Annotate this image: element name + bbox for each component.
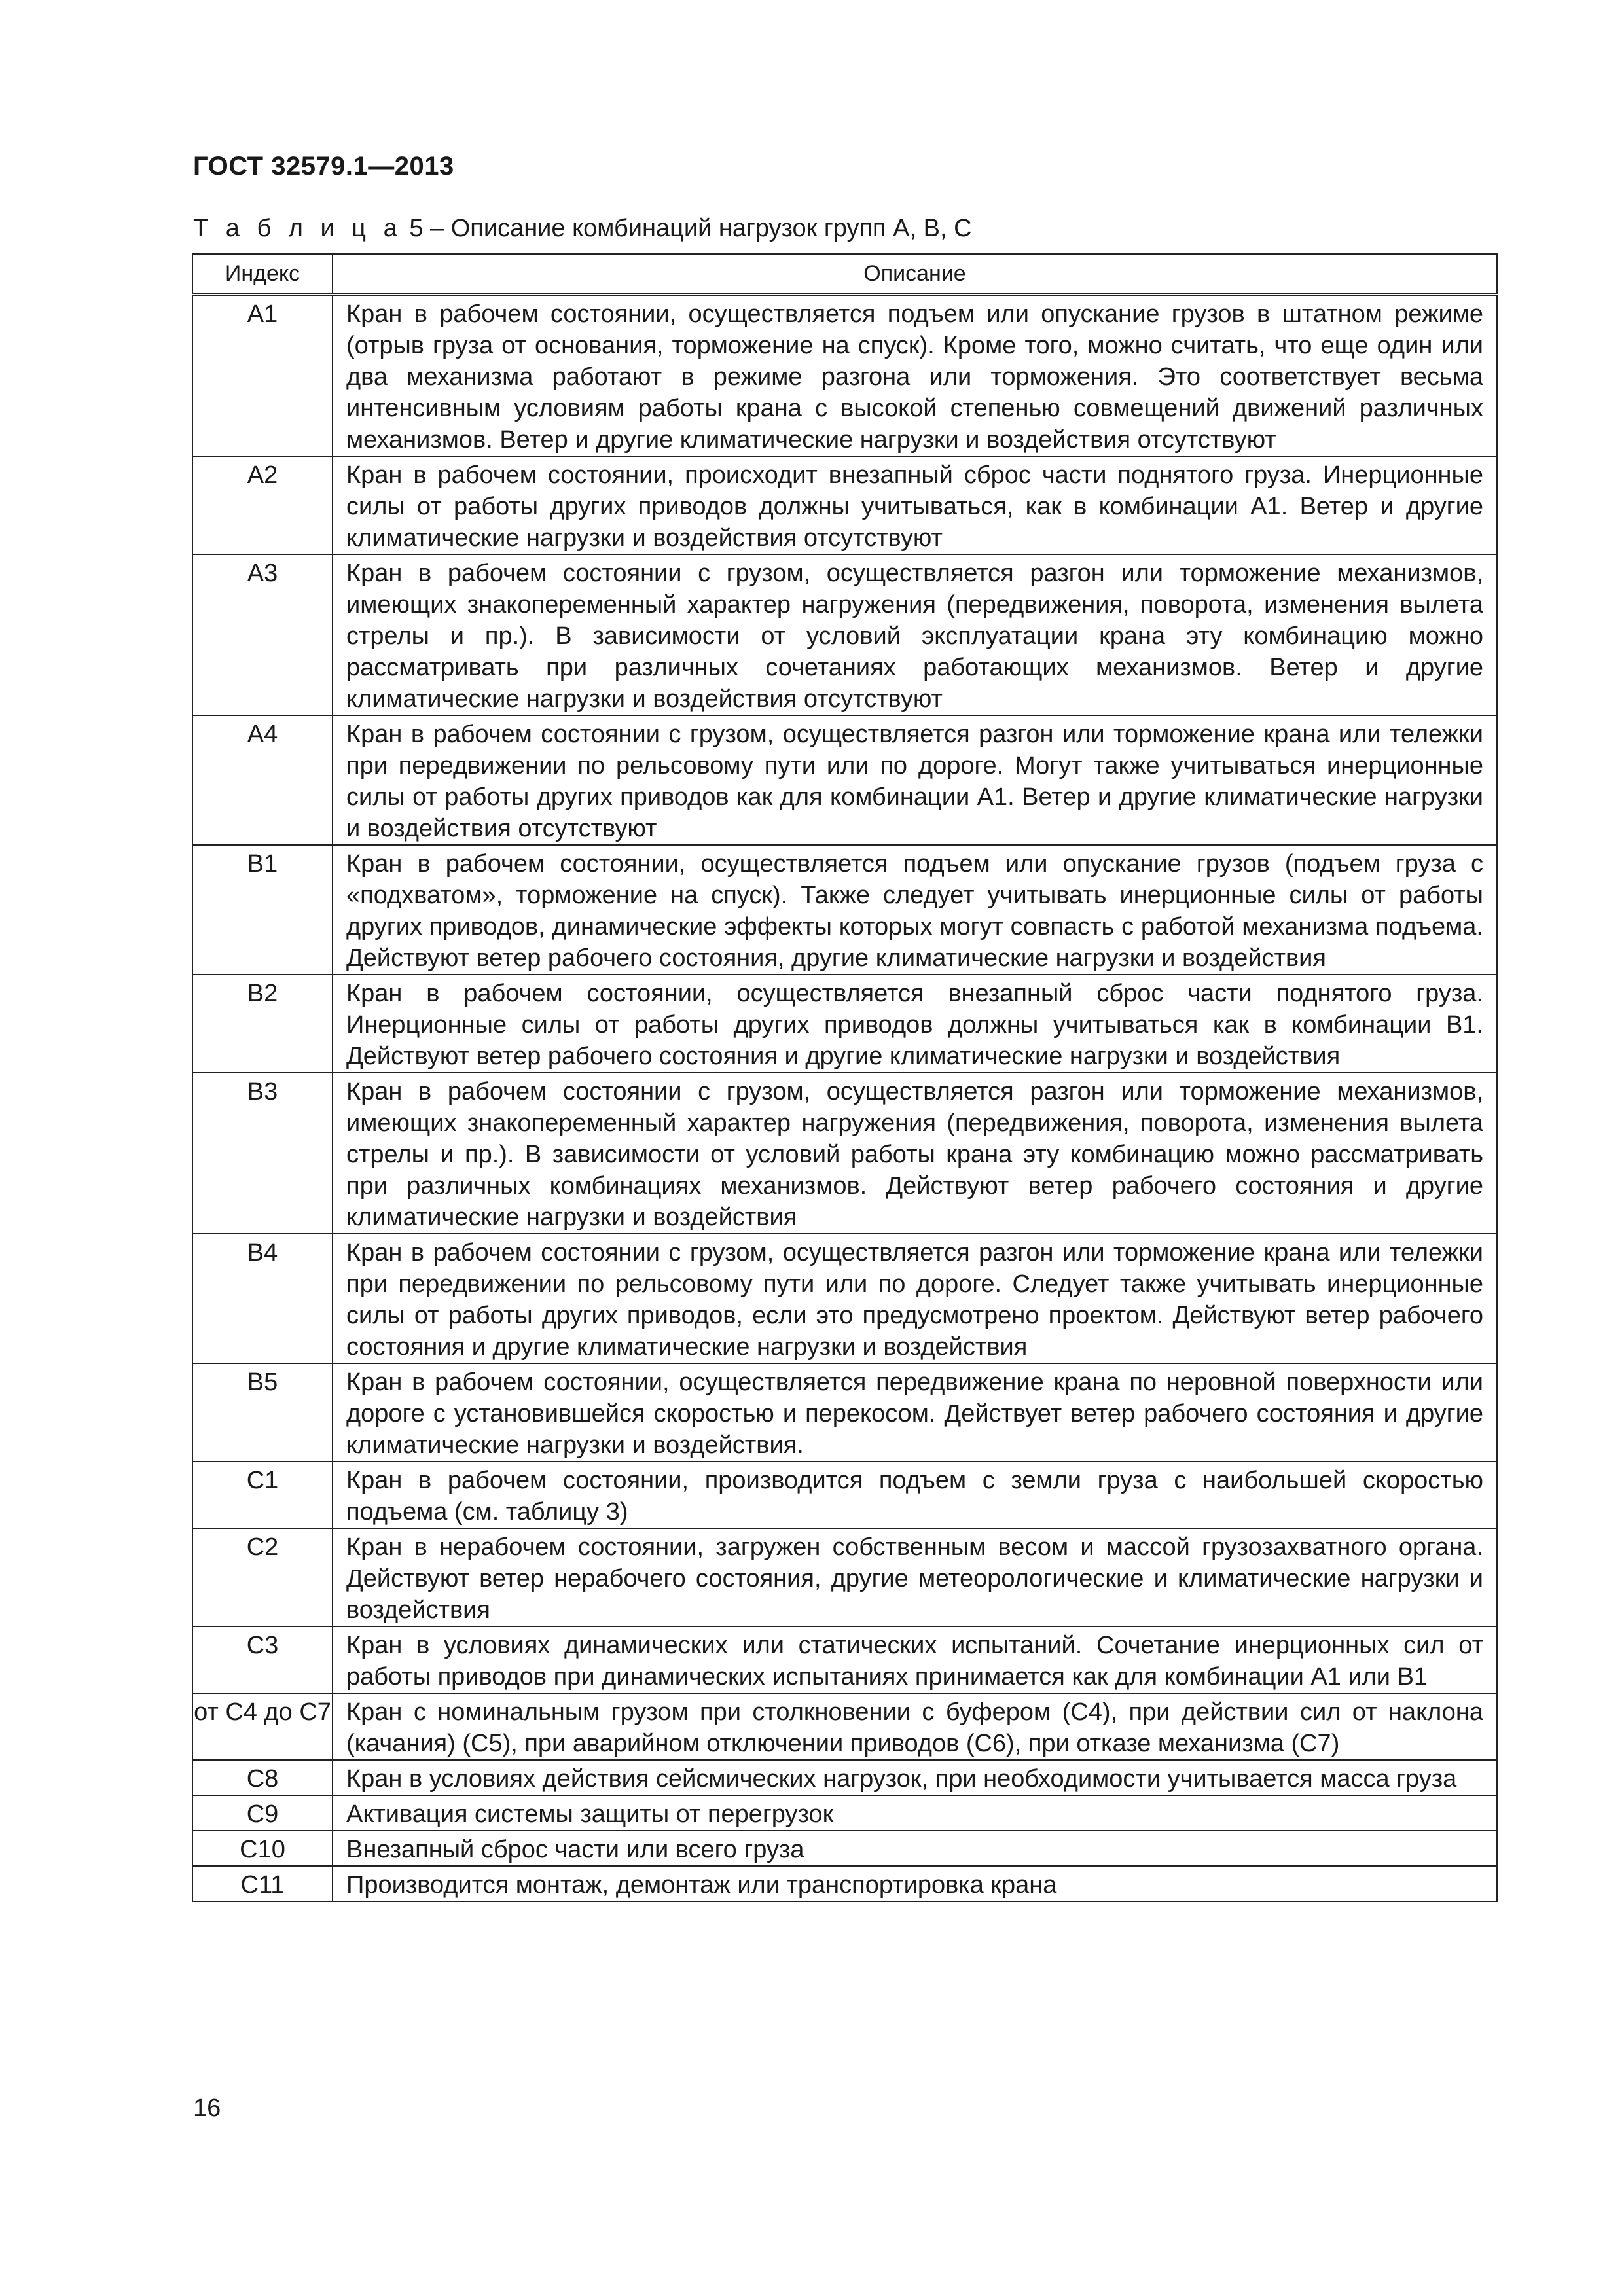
- row-index: В4: [192, 1234, 333, 1363]
- load-combinations-table: [192, 253, 1498, 1902]
- table-row: [192, 975, 1497, 1073]
- row-index: С1: [192, 1462, 333, 1528]
- table-row: [192, 1462, 1497, 1528]
- row-description: Кран в рабочем состоянии, осуществляется подъем или опускание грузов в штатном режиме (отрыв груза от основания, торможение на спуск). Кроме того, можно считать, что еще один или два механизма работают в режиме разгона или торможения. Это соответствует весьма интенсивным условиям работы крана с высокой степенью совмещений движений различных механизмов. Ветер и другие климатические нагрузки и воздействия отсутствуют: [333, 295, 1497, 457]
- row-index: А4: [192, 715, 333, 845]
- row-index: С8: [192, 1760, 333, 1795]
- row-description: Кран в рабочем состоянии, осуществляется передвижение крана по неровной поверхности или дороге с установившейся скоростью и перекосом. Действует ветер рабочего состояния и другие климатические нагрузки и воздействия.: [333, 1363, 1497, 1462]
- row-index: С2: [192, 1528, 333, 1626]
- row-description: Кран в рабочем состоянии, производится подъем с земли груза с наибольшей скоростью подъема (см. таблицу 3): [333, 1462, 1497, 1528]
- table-row: [192, 1795, 1497, 1831]
- row-index: В2: [192, 975, 333, 1073]
- row-index: С10: [192, 1831, 333, 1866]
- row-description: Кран в нерабочем состоянии, загружен собственным весом и массой грузозахватного органа. Действуют ветер нерабочего состояния, другие метеорологические и климатические нагрузки и воздействия: [333, 1528, 1497, 1626]
- row-index: А3: [192, 554, 333, 715]
- table-row: [192, 1760, 1497, 1795]
- row-description: Кран в условиях действия сейсмических нагрузок, при необходимости учитывается масса груза: [333, 1760, 1497, 1795]
- table-row: [192, 1693, 1497, 1760]
- table-row: [192, 1528, 1497, 1626]
- table-row: [192, 845, 1497, 975]
- row-description: Кран в рабочем состоянии с грузом, осуществляется разгон или торможение крана или тележки при передвижении по рельсовому пути или по дороге. Могут также учитываться инерционные силы от работы других приводов как для комбинации А1. Ветер и другие климатические нагрузки и воздействия отсутствуют: [333, 715, 1497, 845]
- table-caption: [193, 215, 972, 243]
- row-description: Кран в рабочем состоянии с грузом, осуществляется разгон или торможение механизмов, имеющих знакопеременный характер нагружения (передвижения, поворота, изменения вылета стрелы и пр.). В зависимости от условий эксплуатации крана эту комбинацию можно рассматривать при различных сочетаниях работающих механизмов. Ветер и другие климатические нагрузки и воздействия отсутствуют: [333, 554, 1497, 715]
- row-description: Внезапный сброс части или всего груза: [333, 1831, 1497, 1866]
- row-description: Активация системы защиты от перегрузок: [333, 1795, 1497, 1831]
- row-index: В3: [192, 1073, 333, 1234]
- row-description: Кран в рабочем состоянии, осуществляется внезапный сброс части поднятого груза. Инерционные силы от работы других приводов должны учитываться как в комбинации В1. Действуют ветер рабочего состояния и другие климатические нагрузки и воздействия: [333, 975, 1497, 1073]
- table-row: [192, 295, 1497, 457]
- row-index: В5: [192, 1363, 333, 1462]
- table-caption-prefix: Т а б л и ц а: [193, 215, 403, 242]
- table-row: [192, 1363, 1497, 1462]
- table-row: [192, 1831, 1497, 1866]
- row-description: Производится монтаж, демонтаж или транспортировка крана: [333, 1866, 1497, 1901]
- row-description: Кран в рабочем состоянии с грузом, осуществляется разгон или торможение механизмов, имеющих знакопеременный характер нагружения (передвижения, поворота, изменения вылета стрелы и пр.). В зависимости от условий работы крана эту комбинацию можно рассматривать при различных комбинациях механизмов. Действуют ветер рабочего состояния и другие климатические нагрузки и воздействия: [333, 1073, 1497, 1234]
- row-index: С11: [192, 1866, 333, 1901]
- page-number: 16: [193, 2094, 221, 2122]
- column-header-description: Описание: [333, 254, 1497, 295]
- table-body: [192, 295, 1497, 1902]
- row-index: А1: [192, 295, 333, 457]
- table-row: [192, 1626, 1497, 1693]
- row-index: А2: [192, 456, 333, 554]
- table-caption-text: 5 – Описание комбинаций нагрузок групп А, В, С: [402, 215, 972, 242]
- table-row: [192, 1866, 1497, 1901]
- row-description: Кран в условиях динамических или статических испытаний. Сочетание инерционных сил от работы приводов при динамических испытаниях принимается как для комбинации А1 или В1: [333, 1626, 1497, 1693]
- row-index: В1: [192, 845, 333, 975]
- table-header-row: [192, 254, 1497, 295]
- row-index: С9: [192, 1795, 333, 1831]
- row-description: Кран в рабочем состоянии с грузом, осуществляется разгон или торможение крана или тележки при передвижении по рельсовому пути или по дороге. Следует также учитывать инерционные силы от работы других приводов, если это предусмотрено проектом. Действуют ветер рабочего состояния и другие климатические нагрузки и воздействия: [333, 1234, 1497, 1363]
- column-header-index: Индекс: [192, 254, 333, 295]
- table-row: [192, 456, 1497, 554]
- table-row: [192, 554, 1497, 715]
- row-index: от С4 до С7: [192, 1693, 333, 1760]
- table-row: [192, 1234, 1497, 1363]
- row-index: С3: [192, 1626, 333, 1693]
- table-row: [192, 1073, 1497, 1234]
- row-description: Кран в рабочем состоянии, происходит внезапный сброс части поднятого груза. Инерционные силы от работы других приводов должны учитываться, как в комбинации А1. Ветер и другие климатические нагрузки и воздействия отсутствуют: [333, 456, 1497, 554]
- table-row: [192, 715, 1497, 845]
- row-description: Кран в рабочем состоянии, осуществляется подъем или опускание грузов (подъем груза с «подхватом», торможение на спуск). Также следует учитывать инерционные силы от работы других приводов, динамические эффекты которых могут совпасть с работой механизма подъема. Действуют ветер рабочего состояния, другие климатические нагрузки и воздействия: [333, 845, 1497, 975]
- row-description: Кран с номинальным грузом при столкновении с буфером (С4), при действии сил от наклона (качания) (С5), при аварийном отключении приводов (С6), при отказе механизма (С7): [333, 1693, 1497, 1760]
- document-title: ГОСТ 32579.1—2013: [193, 152, 454, 181]
